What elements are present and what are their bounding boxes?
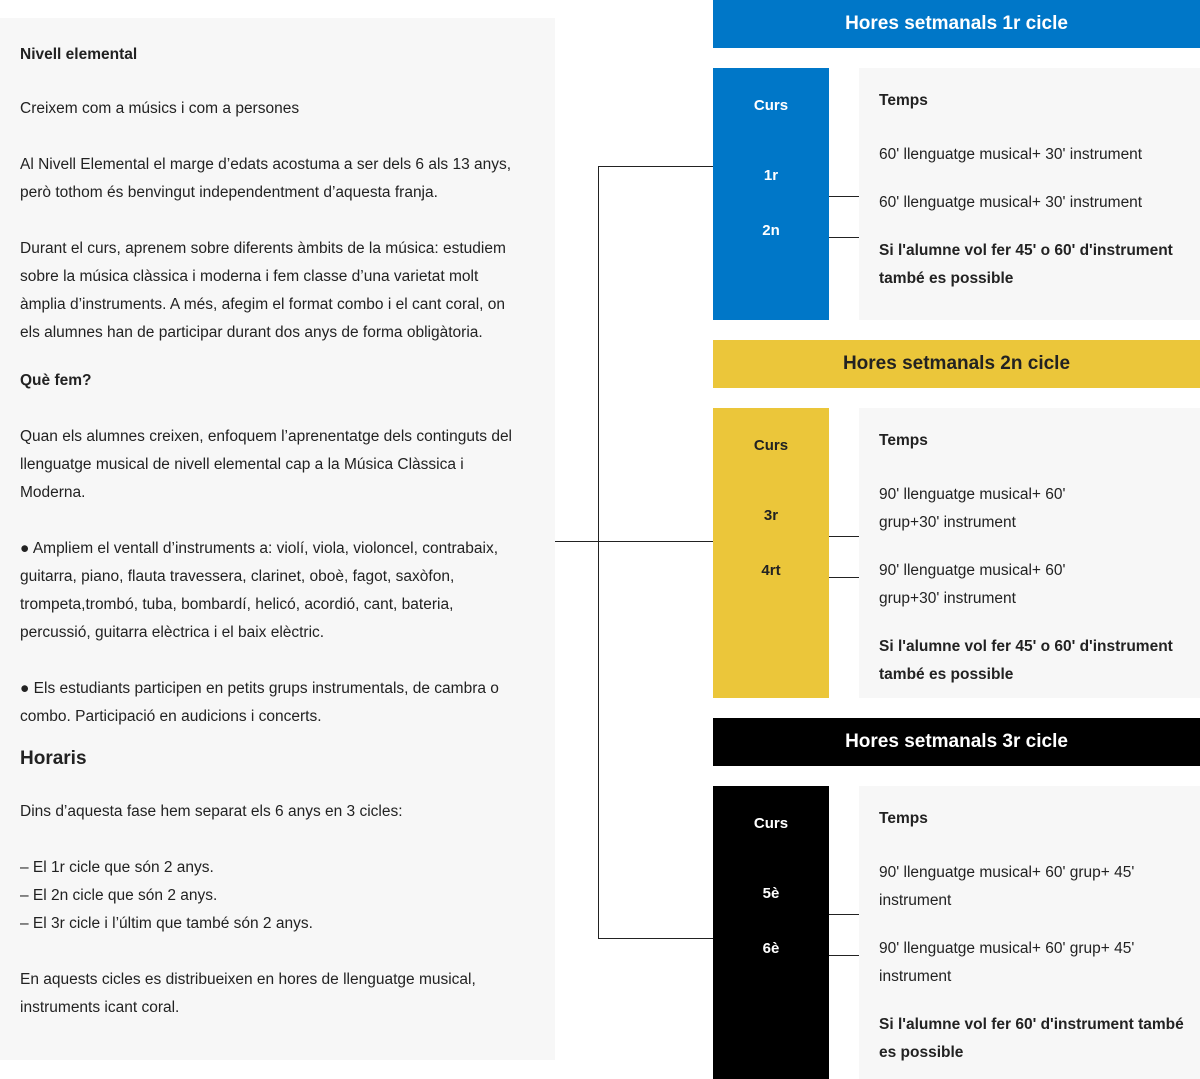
temps-row: 90' llenguatge musical+ 60' grup+ 45'	[879, 940, 1135, 957]
connector-main	[555, 541, 713, 542]
temps-row: 60' llenguatge musical+ 30' instrument	[879, 146, 1143, 163]
course-connector	[829, 536, 859, 537]
course-connector	[829, 237, 859, 238]
temps-row: 90' llenguatge musical+ 60'	[879, 562, 1066, 579]
course-connector	[829, 914, 859, 915]
horaris-heading: Horaris	[20, 748, 87, 769]
cycle3-temps-panel	[859, 786, 1200, 1079]
temps-label: Temps	[879, 432, 928, 449]
cycle2-curs-column	[713, 408, 829, 698]
subtitle: Què fem?	[20, 372, 92, 389]
temps-note: Si l'alumne vol fer 45' o 60' d'instrument	[879, 242, 1173, 259]
course-2n: 2n	[762, 222, 780, 239]
bullet-line: ● Ampliem el ventall d’instruments a: violí, viola, violoncel, contrabaix,	[20, 540, 499, 557]
course-connector	[829, 196, 859, 197]
cycle-item: – El 3r cicle i l’últim que també són 2 anys.	[20, 915, 313, 932]
temps-row: 60' llenguatge musical+ 30' instrument	[879, 194, 1143, 211]
temps-row: grup+30' instrument	[879, 590, 1016, 607]
cycle-item: – El 2n cicle que són 2 anys.	[20, 887, 218, 904]
course-6e: 6è	[762, 940, 780, 957]
temps-note: també es possible	[879, 270, 1014, 287]
paragraph-line: En aquests cicles es distribueixen en hores de llenguatge musical,	[20, 971, 476, 988]
bullet-line: guitarra, piano, flauta travessera, clarinet, oboè, fagot, saxòfon,	[20, 568, 455, 585]
bullet-line: ● Els estudiants participen en petits grups instrumentals, de cambra o	[20, 680, 499, 697]
intro-panel	[0, 18, 555, 1060]
curs-label: Curs	[753, 437, 789, 454]
temps-row: grup+30' instrument	[879, 514, 1016, 531]
tagline: Creixem com a músics i com a persones	[20, 100, 300, 117]
intro-text	[20, 41, 535, 1022]
paragraph-line: però tothom és benvingut independentment d’aquesta franja.	[20, 184, 438, 201]
temps-row: instrument	[879, 968, 952, 985]
bullet-line: trompeta,trombó, tuba, bombardí, helicó, acordió, cant, bateria,	[20, 596, 454, 613]
temps-label: Temps	[879, 810, 928, 827]
cycle3-curs-column	[713, 786, 829, 1079]
cycle-item: – El 1r cicle que són 2 anys.	[20, 859, 214, 876]
paragraph-line: Durant el curs, aprenem sobre diferents àmbits de la música: estudiem	[20, 240, 506, 257]
course-1r: 1r	[763, 167, 779, 184]
connector-vertical	[598, 166, 599, 938]
temps-note: també es possible	[879, 666, 1014, 683]
course-connector	[829, 955, 859, 956]
cycle2-temps-panel	[859, 408, 1200, 698]
course-5e: 5è	[762, 885, 780, 902]
connector-cycle3	[598, 938, 713, 939]
temps-row: 90' llenguatge musical+ 60' grup+ 45'	[879, 864, 1135, 881]
course-3r: 3r	[763, 507, 779, 524]
curs-label: Curs	[753, 97, 789, 114]
paragraph-line: àmplia d’instruments. A més, afegim el format combo i el cant coral, on	[20, 296, 506, 313]
paragraph-line: Quan els alumnes creixen, enfoquem l’aprenentatge dels continguts del	[20, 428, 513, 445]
temps-note: es possible	[879, 1044, 964, 1061]
temps-note: Si l'alumne vol fer 60' d'instrument també	[879, 1016, 1184, 1033]
paragraph-line: Moderna.	[20, 484, 86, 501]
temps-row: 90' llenguatge musical+ 60'	[879, 486, 1066, 503]
paragraph-line: sobre la música clàssica i moderna i fem classe d’una varietat molt	[20, 268, 479, 285]
paragraph-line: llenguatge musical de nivell elemental cap a la Música Clàssica i	[20, 456, 464, 473]
paragraph-line: instruments icant coral.	[20, 999, 180, 1016]
bullet-line: combo. Participació en audicions i concerts.	[20, 708, 322, 725]
cycle1-curs-column	[713, 68, 829, 320]
section-title: Nivell elemental	[20, 46, 138, 63]
paragraph-line: Dins d’aquesta fase hem separat els 6 anys en 3 cicles:	[20, 803, 403, 820]
temps-label: Temps	[879, 92, 928, 109]
cycle3-header: Hores setmanals 3r cicle	[713, 718, 1200, 766]
bullet-line: percussió, guitarra elèctrica i el baix elèctric.	[20, 624, 325, 641]
temps-row: instrument	[879, 892, 952, 909]
cycle1-temps-panel	[859, 68, 1200, 320]
cycle2-header: Hores setmanals 2n cicle	[713, 340, 1200, 388]
paragraph-line: els alumnes han de participar durant dos anys de forma obligàtoria.	[20, 324, 483, 341]
course-4rt: 4rt	[761, 562, 781, 579]
cycle1-header: Hores setmanals 1r cicle	[713, 0, 1200, 48]
curs-label: Curs	[753, 815, 789, 832]
course-connector	[829, 577, 859, 578]
temps-note: Si l'alumne vol fer 45' o 60' d'instrument	[879, 638, 1173, 655]
paragraph-line: Al Nivell Elemental el marge d’edats acostuma a ser dels 6 als 13 anys,	[20, 156, 512, 173]
connector-cycle1	[598, 166, 713, 167]
